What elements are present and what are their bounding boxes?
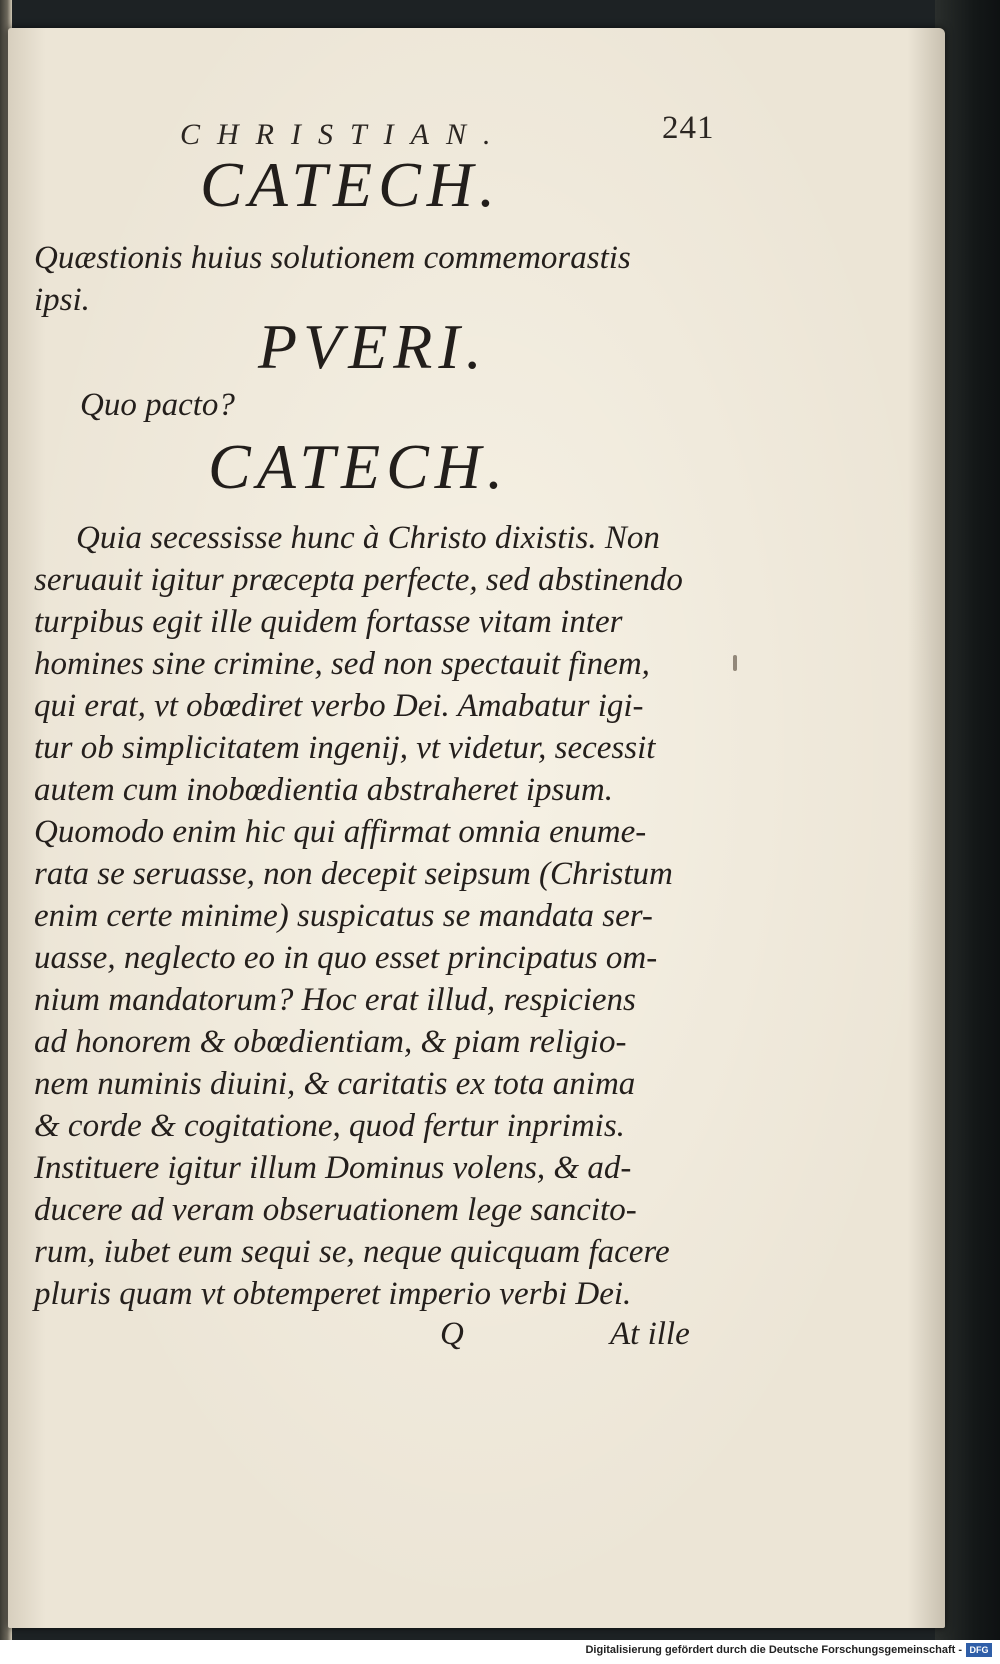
text-line: turpibus egit ille quidem fortasse vitam inter bbox=[34, 604, 623, 640]
text-line: rum, iubet eum sequi se, neque quicquam facere bbox=[34, 1234, 670, 1270]
text-line: autem cum inobœdientia abstraheret ipsum. bbox=[34, 772, 613, 808]
text-line: nium mandatorum? Hoc erat illud, respiciens bbox=[34, 982, 636, 1018]
ink-blot bbox=[733, 655, 737, 671]
speaker-catech: CATECH. bbox=[208, 431, 509, 502]
text-line: ad honorem & obœdientiam, & piam religio- bbox=[34, 1024, 627, 1060]
text-line: rata se seruasse, non decepit seipsum (Christum bbox=[34, 856, 673, 892]
text-line: & corde & cogitatione, quod fertur inprimis. bbox=[34, 1108, 625, 1144]
text-line: qui erat, vt obœdiret verbo Dei. Amabatur igi- bbox=[34, 688, 644, 724]
text-line: nem numinis diuini, & caritatis ex tota anima bbox=[34, 1066, 636, 1102]
page-number: 241 bbox=[662, 110, 715, 146]
text-line: ipsi. bbox=[34, 282, 90, 318]
text-line: tur ob simplicitatem ingenij, vt videtur, secessit bbox=[34, 730, 656, 766]
text-line: Quomodo enim hic qui affirmat omnia enume- bbox=[34, 814, 647, 850]
footer-credit: Digitalisierung gefördert durch die Deutsche Forschungsgemeinschaft - bbox=[585, 1644, 962, 1656]
text-line: seruauit igitur præcepta perfecte, sed abstinendo bbox=[34, 562, 683, 598]
text-line: Quia secessisse hunc à Christo dixistis. Non bbox=[76, 520, 660, 556]
text-line: ducere ad veram obseruationem lege sancito- bbox=[34, 1192, 637, 1228]
text-line: Quæstionis huius solutionem commemorastis bbox=[34, 240, 631, 276]
text-line: pluris quam vt obtemperet imperio verbi Dei. bbox=[34, 1276, 632, 1312]
catchword: At ille bbox=[610, 1316, 690, 1352]
text-line: Quo pacto? bbox=[80, 387, 235, 423]
text-line: enim certe minime) suspicatus se mandata ser- bbox=[34, 898, 653, 934]
text-line: uasse, neglecto eo in quo esset principatus om- bbox=[34, 940, 658, 976]
dfg-logo: DFG bbox=[966, 1643, 992, 1657]
signature-mark: Q bbox=[440, 1316, 464, 1352]
text-line: Instituere igitur illum Dominus volens, & ad- bbox=[34, 1150, 632, 1186]
text-line: homines sine crimine, sed non spectauit finem, bbox=[34, 646, 650, 682]
speaker-pueri: PVERI. bbox=[258, 311, 488, 382]
speaker-catech: CATECH. bbox=[200, 149, 501, 220]
running-head: CHRISTIAN. bbox=[180, 118, 508, 151]
